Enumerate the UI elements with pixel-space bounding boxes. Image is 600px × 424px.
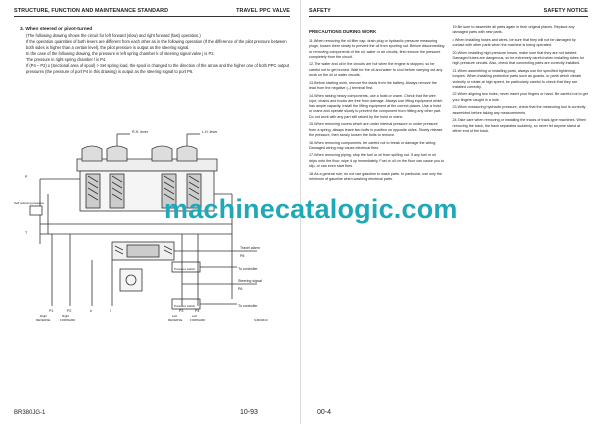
port-t-label: T bbox=[25, 231, 28, 235]
list-item: • When installing hoses and wires, be sure that they will not be damaged by contact with other parts when the machine is being operated. bbox=[452, 37, 576, 48]
diagram-code: SJ004619 bbox=[254, 318, 268, 322]
direction-label: REVERSE bbox=[36, 318, 51, 322]
list-item: 12.The water and oil in the circuits are hot when the engine is stopped, so be careful not to get burned. Wait for the oil and water to cool before carrying out any work on the oil or water circuits. bbox=[309, 62, 443, 78]
port-p-label: P bbox=[25, 175, 28, 179]
direction-label: Right bbox=[62, 314, 70, 318]
left-page-header bbox=[14, 8, 290, 14]
right-page-header bbox=[309, 8, 588, 14]
port-label: P1 bbox=[49, 309, 54, 313]
direction-label: Left bbox=[172, 314, 178, 318]
self-reducing-label: Self reducing pressure bbox=[14, 201, 45, 205]
travel-alarm-label: Travel alarm bbox=[240, 246, 260, 250]
left-page-number: 10-93 bbox=[240, 409, 258, 416]
paragraph: (The following drawing shows the circuit for left forward (slow) and right forward (fast) operation.) bbox=[26, 33, 201, 38]
list-item: 23.When measuring hydraulic pressure, check that the measuring tool is correctly assembled before taking any measurements. bbox=[452, 105, 586, 115]
port-p8-label: P8 bbox=[240, 254, 245, 258]
to-controller-label: To controller bbox=[238, 267, 258, 271]
port-label: P3 bbox=[179, 309, 184, 313]
list-item: 16.When removing components, be careful not to break or damage the wiring. Damaged wiring may cause electrical fires. bbox=[309, 140, 437, 150]
list-item: 20.When installing high pressure hoses, make sure that they are not twisted. Damaged tubes are dangerous, so be extremely careful when installing tubes for high pressure circuits. Also, check that connecting parts are correctly installed. bbox=[452, 50, 585, 66]
list-item: 11.When removing the oil filler cap, drain plug or hydraulic pressure measuring plugs, loosen them slowly to prevent the oil from spurting out. Before disconnecting or removing components of the oil, water or air circuits, first remove the pressure completely from the circuit. bbox=[309, 39, 445, 59]
port-label: l bbox=[110, 309, 111, 313]
steering-signal-label: Steering signal bbox=[238, 279, 262, 283]
model-code: BR380JG-1 bbox=[14, 410, 46, 416]
port-p6-label: P6 bbox=[238, 287, 243, 291]
list-item: 13.Before starting work, remove the leads from the battery. Always remove the lead from the negative (–) terminal first. bbox=[309, 80, 437, 90]
paragraph: If (P4 – P2) x (Sectional area of spool) > Set spring load, the spool is changed to the direction of the arrow and the higher one of both PPC output pressures (the pressure of port P4 in this drawing) is output as the steering signal to port P6. bbox=[26, 63, 289, 74]
list-item: 14.When raising heavy components, use a hoist or crane. Check that the wire rope, chains and hooks are free from damage. Always use lifting equipment which has ample capacity. Install the lifting equipment at the correct places. Use a hoist or crane and operate slowly to prevent the component from hitting any other part. Do not work with any part still raised by the hoist or crane. bbox=[309, 93, 443, 119]
list-item: 24.Take care when removing or installing the tracks of track-type machines. When removing the track, the track separates suddenly, so never let anyone stand at either end of the track. bbox=[452, 118, 587, 133]
list-item: 15.When removing covers which are under internal pressure or under pressure from a spring, always leave two bolts in position on opposite sides. Slowly release the pressure, then slowly loosen the bolts to remove. bbox=[309, 122, 443, 137]
left-header-section: STRUCTURE, FUNCTION AND MAINTENANCE STANDARD bbox=[14, 8, 169, 14]
direction-label: Right bbox=[40, 314, 48, 318]
paragraph: In the case of the following drawing, the pressure in left spring chamber k of steering signal valve j is P2. bbox=[26, 51, 215, 56]
paragraph: The pressure in right spring chamber l is P4. bbox=[26, 57, 107, 62]
list-item: 21.When assembling or installing parts, always use the specified tightening torques. When installing protective parts such as guards, or parts which vibrate violently or rotate at high speed, be particularly careful to check that they are installed correctly. bbox=[452, 68, 582, 89]
lh-lever-label: L.H. lever bbox=[202, 130, 218, 134]
watermark-text: machinecatalogic.com bbox=[164, 194, 458, 224]
list-item: 22.When aligning two holes, never insert your fingers or hand. Be careful not to get your fingers caught in a hole. bbox=[452, 92, 588, 102]
pressure-switch-label: Pressure switch bbox=[174, 267, 196, 271]
direction-label: REVERSE bbox=[168, 318, 183, 322]
pressure-switch-2-label: Pressure switch bbox=[174, 304, 196, 308]
direction-label: Left bbox=[192, 314, 198, 318]
notice-column-right bbox=[453, 25, 589, 185]
list-item: 19.Be sure to assemble all parts again in their original places. Replace any damaged parts with new parts. bbox=[452, 25, 575, 35]
rh-lever-label: R.H. lever bbox=[132, 130, 148, 134]
section-body bbox=[14, 33, 290, 75]
port-label: P4 bbox=[195, 309, 200, 313]
direction-label: FORWARD bbox=[190, 318, 206, 322]
list-item: 18.As a general rule, do not use gasoline to wash parts. In particular, use only the minimum of gasoline when washing electrical parts. bbox=[309, 171, 443, 181]
left-header-topic: TRAVEL PPC VALVE bbox=[236, 8, 290, 14]
direction-label: FORWARD bbox=[60, 318, 76, 322]
list-item: 17.When removing piping, stop the fuel or oil from spilling out. If any fuel or oil drips onto the floor, wipe it up immediately. Fuel or oil on the floor can cause you to slip, or can even start fires. bbox=[309, 153, 445, 169]
port-label: P2 bbox=[67, 309, 72, 313]
paragraph: If the operation quantities of both levers are different from each other as in the following operation (If the difference of the pilot pressure between both sides is higher than a certain level), the pilot pressure is output as the steering signal. bbox=[26, 39, 287, 50]
right-header-rule bbox=[309, 16, 588, 17]
right-page-number: 00-4 bbox=[317, 409, 332, 416]
right-header-topic: SAFETY NOTICE bbox=[543, 8, 588, 14]
right-header-section: SAFETY bbox=[309, 8, 331, 14]
to-controller-2-label: To controller bbox=[238, 304, 258, 308]
notice-columns bbox=[309, 25, 588, 185]
section-title: 3. When steered or pivot-turned bbox=[20, 27, 93, 32]
precautions-heading: PRECAUTIONS DURING WORK bbox=[309, 29, 377, 34]
port-label: k bbox=[90, 309, 92, 313]
notice-column-left bbox=[309, 25, 445, 185]
left-header-rule bbox=[14, 16, 290, 17]
